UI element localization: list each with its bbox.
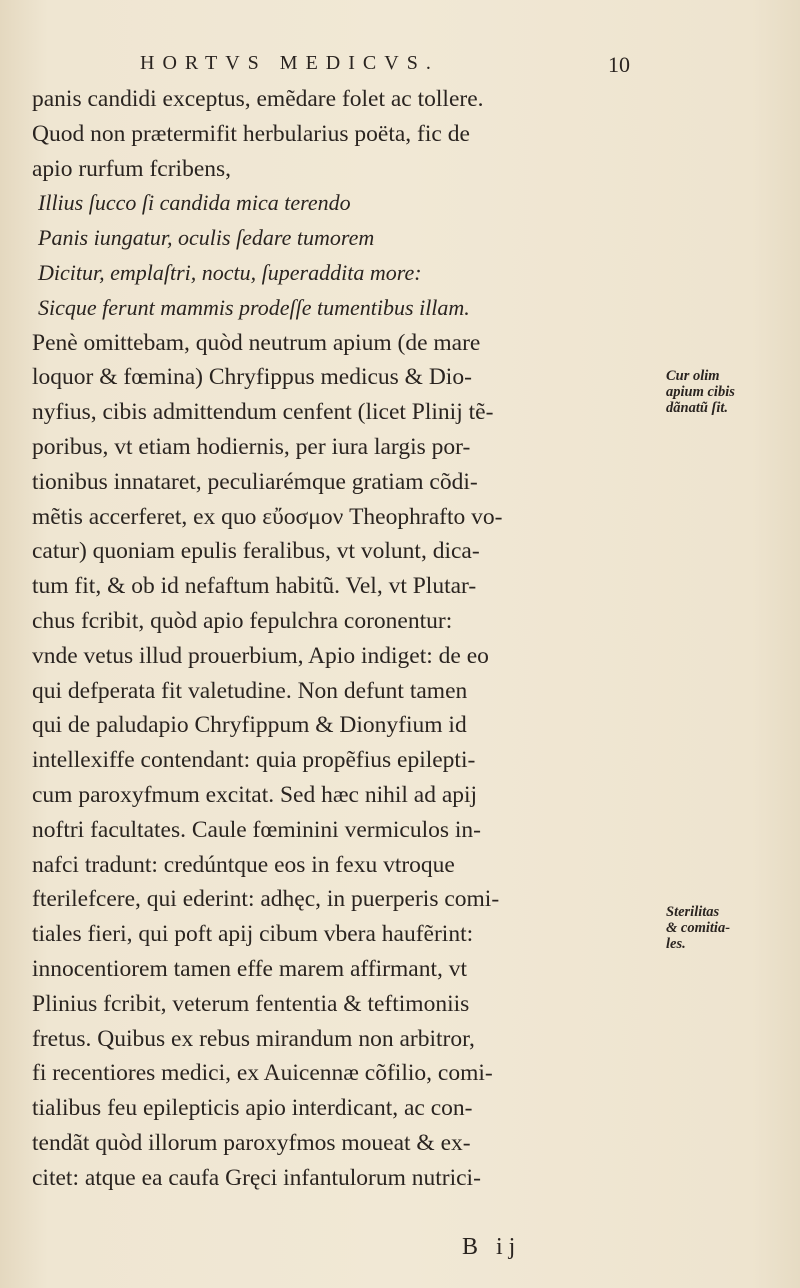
text-line: vnde vetus illud prouerbium, Apio indiget: de eo xyxy=(32,642,489,669)
verse-line: Panis iungatur, oculis ſedare tumorem xyxy=(38,225,375,251)
text-line: chus fcribit, quòd apio fepulchra coronentur: xyxy=(32,607,453,634)
text-line: tionibus innataret, peculiarémque gratiam cõdi- xyxy=(32,468,478,495)
signature-mark: B ij xyxy=(462,1234,522,1260)
text-line: Plinius fcribit, veterum fententia & teftimoniis xyxy=(32,990,470,1017)
text-line: nyfius, cibis admittendum cenfent (licet Plinij tẽ- xyxy=(32,399,494,426)
marginal-note-apium xyxy=(666,368,792,416)
text-line: noftri facultates. Caule fœminini vermiculos in- xyxy=(32,816,481,843)
text-line: panis candidi exceptus, emẽdare folet ac tollere. xyxy=(32,86,484,112)
text-line: tiales fieri, qui poft apij cibum vbera haufẽrint: xyxy=(32,921,474,948)
text-line: cum paroxyfmum excitat. Sed hæc nihil ad apij xyxy=(32,781,478,808)
marginal-note-line: Sterilitas xyxy=(666,904,720,920)
page-number: 10 xyxy=(608,52,630,77)
text-line: citet: atque ea caufa Gręci infantulorum nutrici- xyxy=(32,1164,481,1191)
text-line: fi recentiores medici, ex Auicennæ cõfilio, comi- xyxy=(32,1060,493,1087)
marginal-note-line: Cur olim xyxy=(666,368,720,384)
page-header xyxy=(140,52,630,84)
text-line: fterilefcere, qui ederint: adhęc, in puerperis comi- xyxy=(32,886,500,913)
text-line: Penè omittebam, quòd neutrum apium (de mare xyxy=(32,329,481,356)
verse-line: Sicque ferunt mammis prodeſſe tumentibus illam. xyxy=(38,294,470,320)
text-line: qui defperata fit valetudine. Non defunt tamen xyxy=(32,677,468,704)
text-line: loquor & fœmina) Chryfippus medicus & Dio- xyxy=(32,364,472,391)
text-line: catur) quoniam epulis feralibus, vt volunt, dica- xyxy=(32,538,480,565)
main-text-block xyxy=(32,82,632,1196)
text-line: nafci tradunt: credúntque eos in fexu vtroque xyxy=(32,851,455,878)
text-line: qui de paludapio Chryfippum & Dionyfium id xyxy=(32,712,467,739)
verse-line: Dicitur, emplaſtri, noctu, ſuperaddita more: xyxy=(38,259,422,285)
marginal-note-line: apium cibis xyxy=(666,384,735,400)
text-line: Quod non prætermifit herbularius poëta, fic de xyxy=(32,120,470,147)
text-line: mẽtis accerferet, ex quo εὔοσμον Theophrafto vo- xyxy=(32,503,503,530)
running-title: HORTVS MEDICVS. xyxy=(140,52,439,74)
marginal-note-line: & comitia- xyxy=(666,920,731,936)
text-line: innocentiorem tamen effe marem affirmant, vt xyxy=(32,955,468,982)
text-line: intellexiffe contendant: quia propẽfius epilepti- xyxy=(32,747,476,774)
marginal-note-line: les. xyxy=(666,936,686,952)
text-line: poribus, vt etiam hodiernis, per iura largis por- xyxy=(32,433,471,460)
text-line: tialibus feu epilepticis apio interdicant, ac con- xyxy=(32,1095,473,1122)
text-line: tum fit, & ob id nefaftum habitũ. Vel, vt Plutar- xyxy=(32,573,477,600)
text-line: apio rurfum fcribens, xyxy=(32,155,232,182)
marginal-note-line: dãnatũ ſit. xyxy=(666,400,729,416)
text-line: fretus. Quibus ex rebus mirandum non arbitror, xyxy=(32,1025,475,1052)
marginal-note-sterilitas xyxy=(666,904,792,952)
verse-line: Illius ſucco ſi candida mica terendo xyxy=(38,190,351,216)
text-line: tendãt quòd illorum paroxyfmos moueat & ex- xyxy=(32,1129,471,1156)
